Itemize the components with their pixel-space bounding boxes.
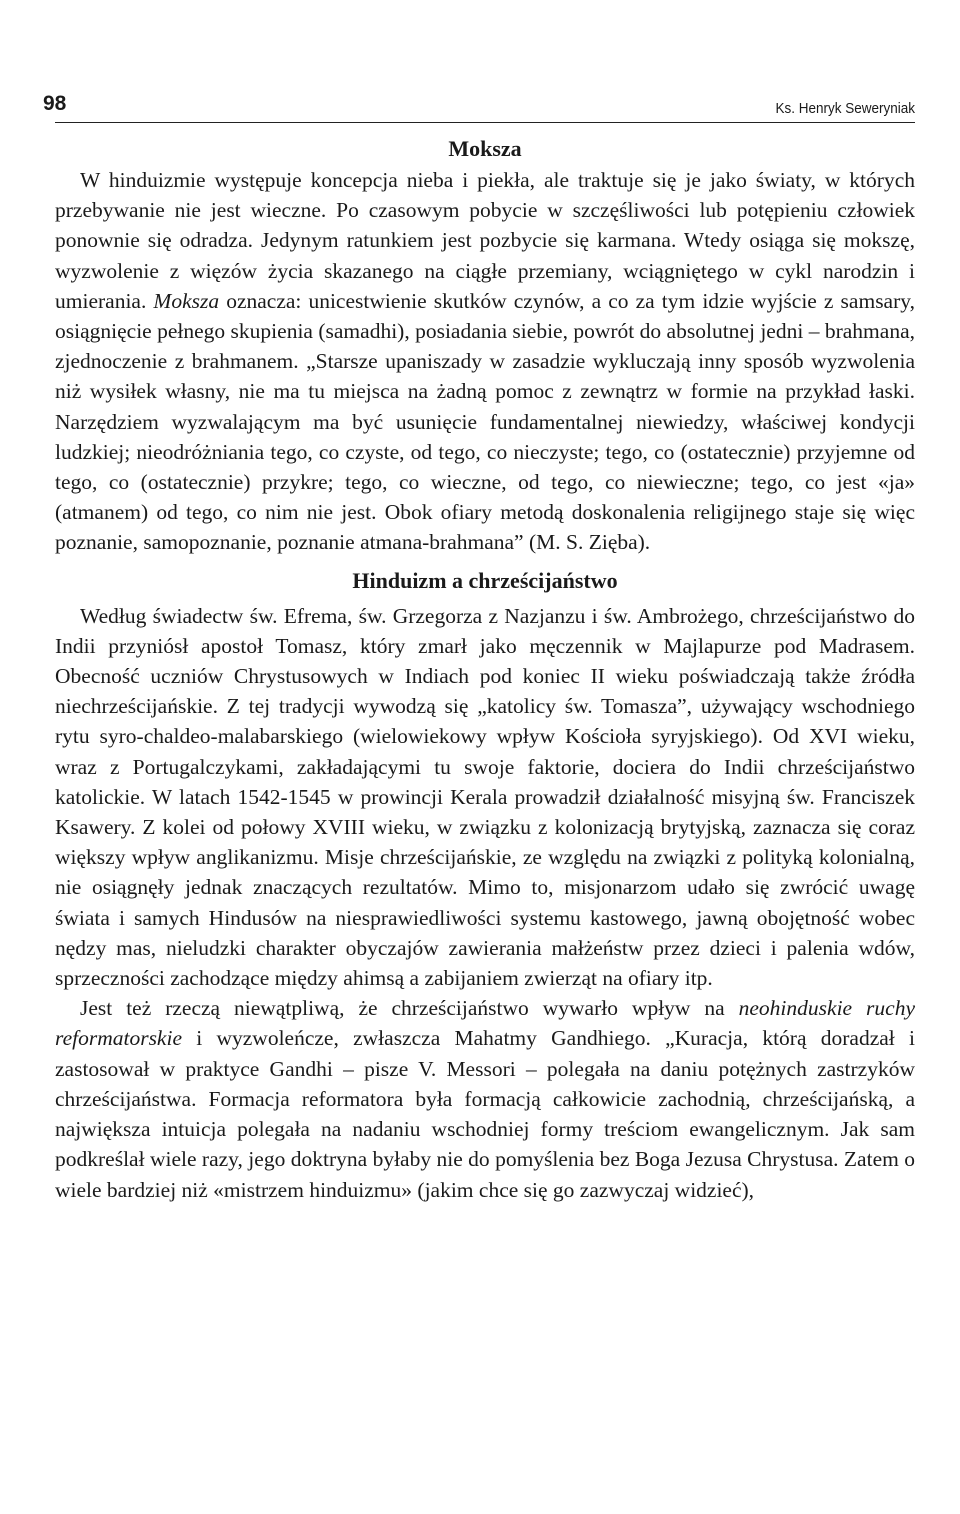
running-head (43, 92, 915, 123)
text-run: oznacza: unicestwienie skutków czynów, a co za tym idzie wyjście z samsary, osiągnięcie pełnego skupienia (samadhi), posiadania siebie, powrót do absolutnej jedni – brahmana, zjednoczenie z brahmanem. „Starsze upaniszady w zasadzie wykluczają inny sposób wyzwolenia niż wysiłek własny, nie ma tu miejsca na żadną pomoc z zewnątrz w formie na przykład łaski. Narzędziem wyzwalającym ma być usunięcie fundamentalnej niewiedzy, właściwej kondycji ludzkiej; nieodróżniania tego, co czyste, od tego, co nieczyste; tego, co (ostatecznie) przyjemne od tego, co (ostatecznie) przykre; tego, co wieczne, od tego, co niewieczne; tego, co jest «ja» (atmanem) od tego, co nim nie jest. Obok ofiary metodą doskonalenia religijnego staje się więc poznanie, samopoznanie, poznanie atmana-brahmana” (M. S. Zięba). (55, 288, 915, 555)
running-head-author: Ks. Henryk Seweryniak (775, 100, 915, 117)
section-title: Moksza (448, 136, 522, 161)
italic-text: Moksza (153, 288, 220, 313)
italic-text: neohinduskie ruchy reformatorskie (55, 996, 915, 1051)
section-hinduizm-a-chrzescijanstwo (55, 565, 915, 1205)
text-run: W hinduizmie występuje koncepcja nieba i piekła, ale traktuje się je jako światy, w których przebywanie nie jest wieczne. Po czasowym pobycie w szczęśliwości lub potępieniu człowiek ponownie się odradza. Jedynym ratunkiem jest pozbycie się karmana. Wtedy osiąga się mokszę, wyzwolenie z więzów życia skazanego na ciągłe przemiany, wciągniętego w cykl narodzin i umierania. (55, 168, 915, 313)
paragraph (55, 601, 915, 994)
text-run: Według świadectw św. Efrema, św. Grzegorza z Nazjanzu i św. Ambrożego, chrześcijaństwo do Indii przyniósł apostoł Tomasz, który zmarł jako męczennik w Majlapurze pod Madrasem. Obecność uczniów Chrystusowych w Indiach pod koniec II wieku poświadczają także źródła niechrześcijańskie. Z tej tradycji wywodzą się „katolicy św. Tomasza”, używający wschodniego rytu syro-chaldeo-malabarskiego (wielowiekowy wpływ Kościoła syryjskiego). Od XVI wieku, wraz z Portugalczykami, zakładającymi tu swoje faktorie, dociera do Indii chrześcijaństwo katolickie. W latach 1542-1545 w prowincji Kerala prowadził działalność misyjną św. Franciszek Ksawery. Z kolei od połowy XVIII wieku, w związku z kolonizacją brytyjską, zaznacza się coraz większy wpływ anglikanizmu. Misje chrześcijańskie, ze względu na związki z polityką kolonialną, nie osiągnęły jednak znaczących rezultatów. Mimo to, misjonarzom udało się zwrócić uwagę świata i samych Hindusów na niesprawiedliwości systemu kastowego, jawną obojętność wobec nędzy mas, nieludzki charakter obyczajów zawierania małżeństw przez dzieci i palenia wdów, sprzeczności zachodzące między ahimsą a zabijaniem zwierząt na ofiary itp. (55, 603, 915, 991)
section-title: Hinduizm a chrześcijaństwo (352, 567, 618, 593)
page-number: 98 (43, 92, 67, 115)
section-moksza (55, 133, 915, 558)
paragraph (55, 165, 915, 558)
text-run: i wyzwoleńcze, zwłaszcza Mahatmy Gandhiego. „Kuracja, którą doradzał i zastosował w praktyce Gandhi – pisze V. Messori – polegała na daniu potężnych zastrzyków chrześcijaństwa. Formacja reformatora była formacją całkowicie zachodnią, chrześcijańską, a największa intuicja polegała na nadaniu wschodniej formy treściom ewangelicznym. Jak sam podkreślał wiele razy, jego doktryna byłaby nie do pomyślenia bez Boga Jezusa Chrystusa. Zatem o wiele bardziej niż «mistrzem hinduizmu» (jakim chce się go zazwyczaj widzieć), (55, 1026, 915, 1202)
book-page (43, 92, 915, 1205)
paragraph (55, 993, 915, 1204)
text-run: Jest też rzeczą niewątpliwą, że chrześcijaństwo wywarło wpływ na (80, 996, 739, 1021)
